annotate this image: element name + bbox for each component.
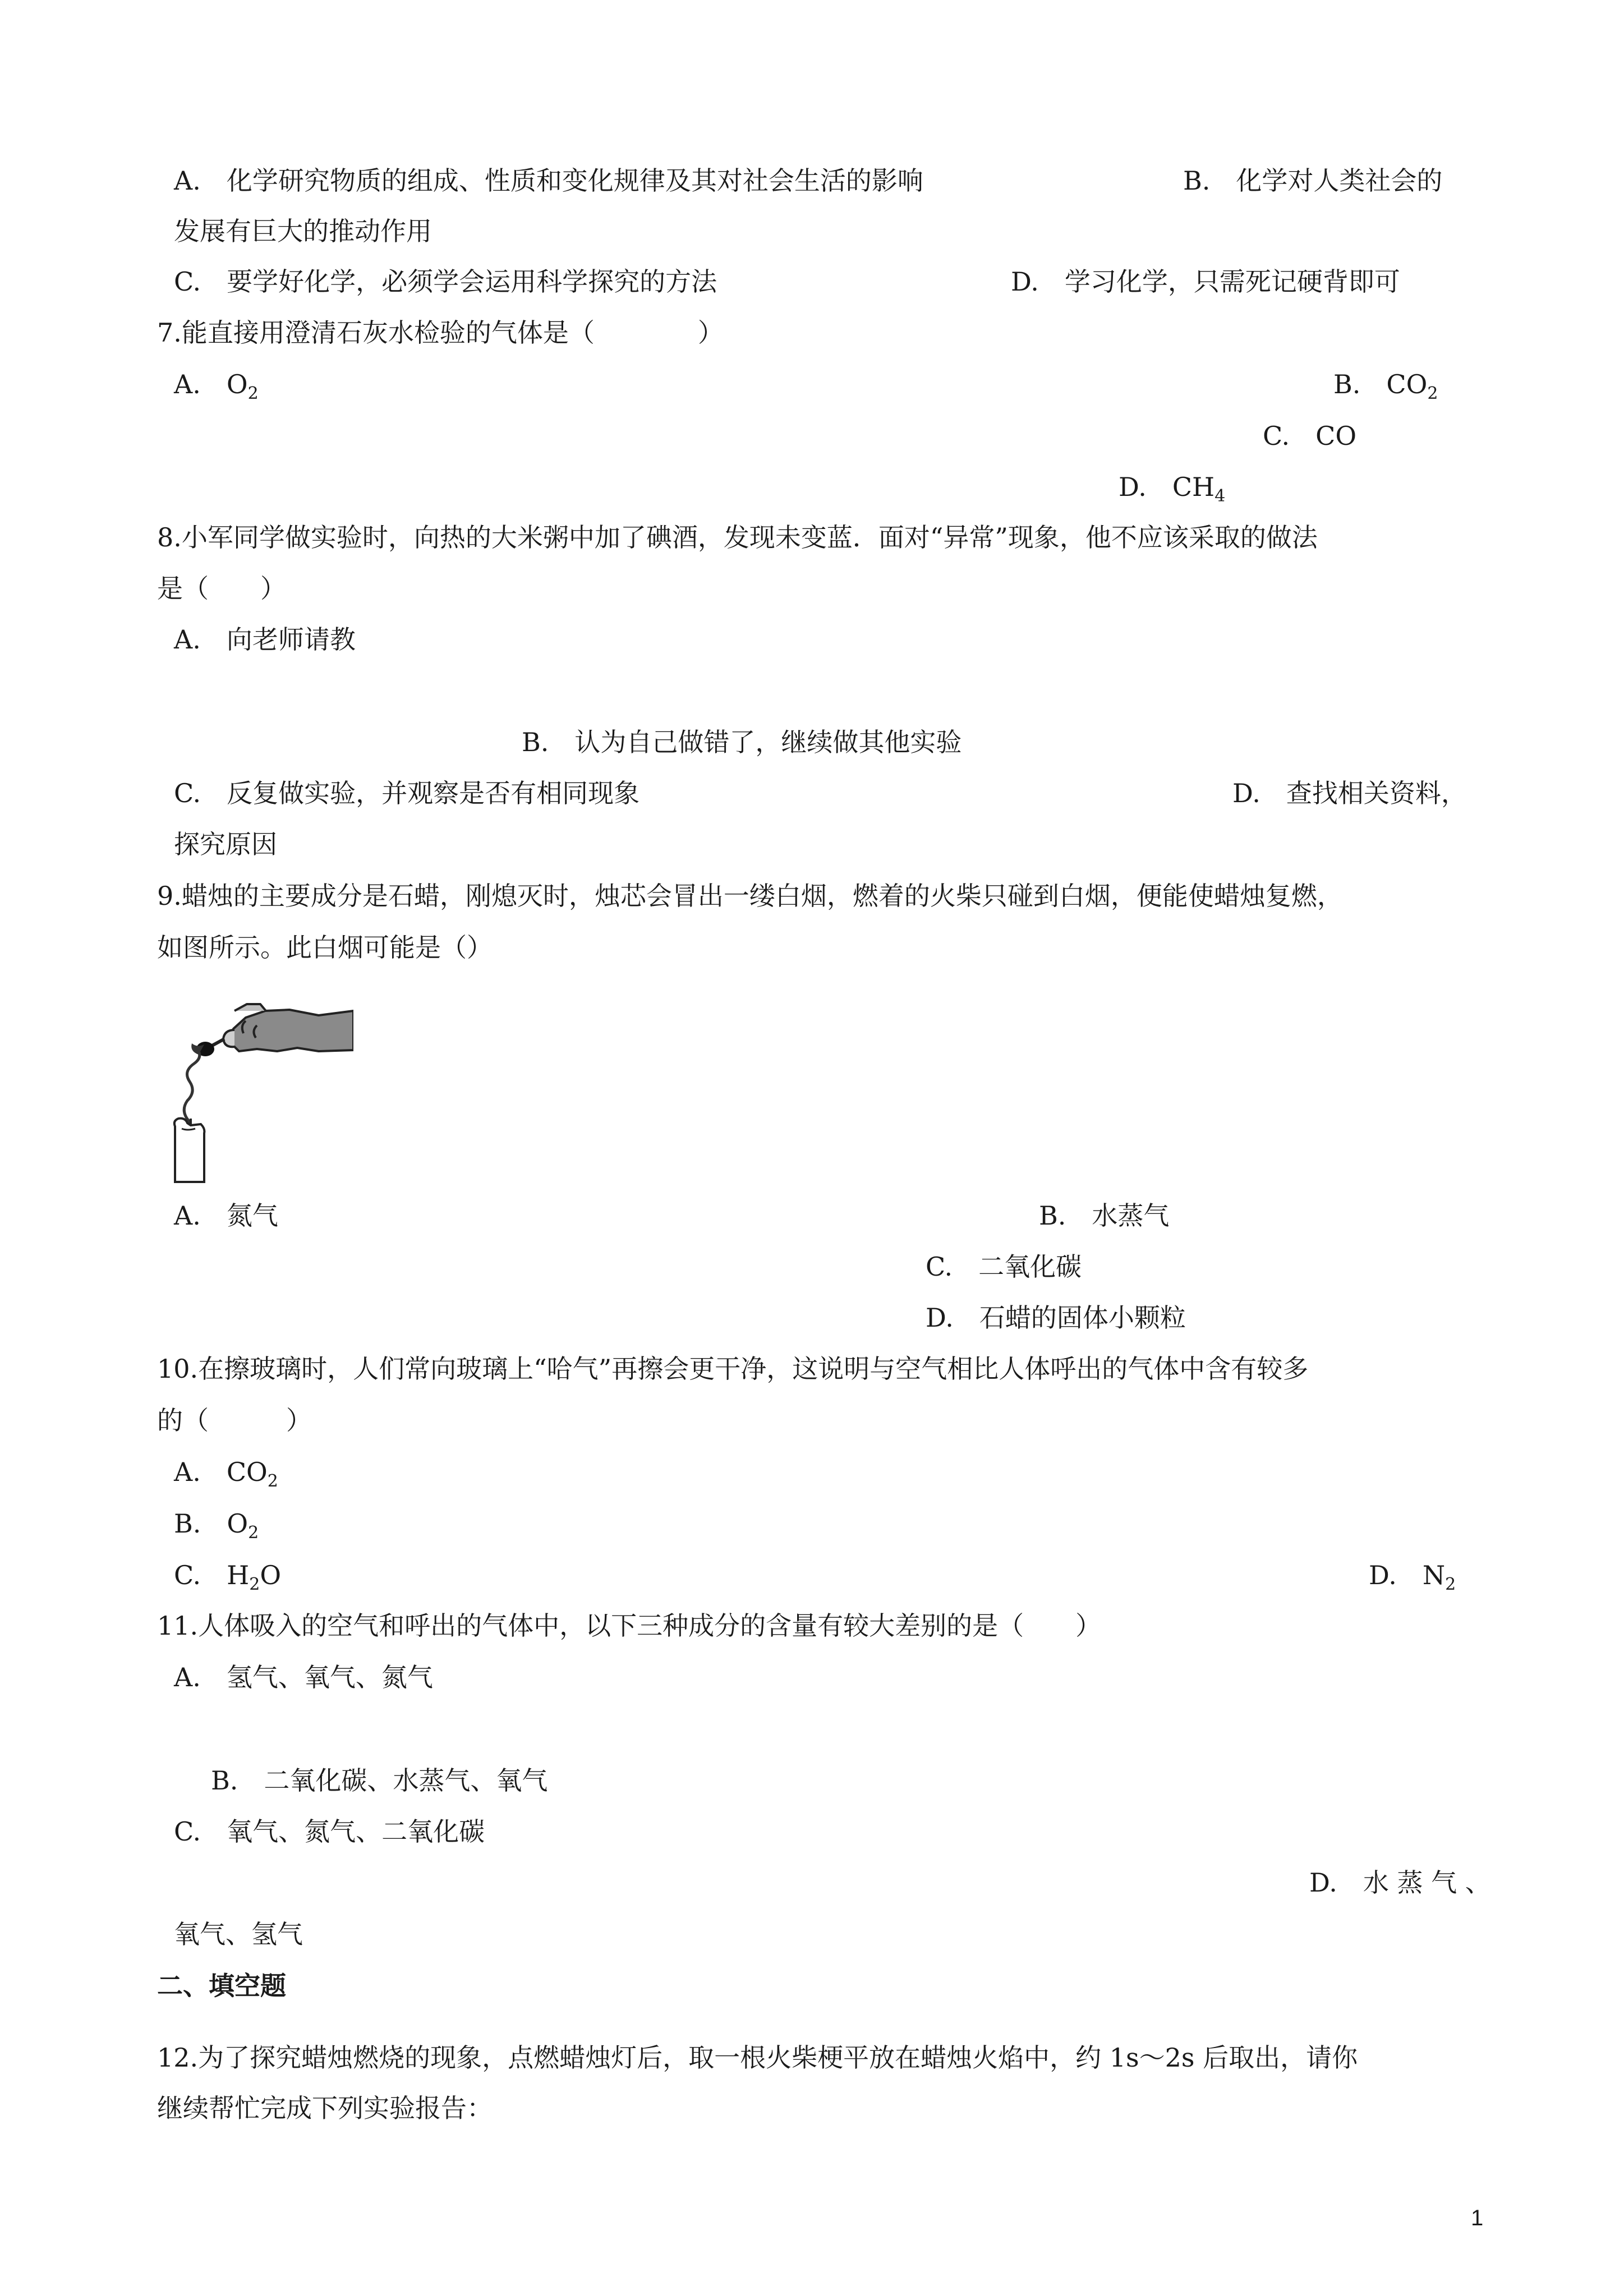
q8-option-d-continued: 探究原因: [174, 829, 277, 859]
q8-option-a: A. 向老师请教: [174, 624, 356, 655]
q9-stem-continued: 如图所示。此白烟可能是（）: [157, 932, 493, 963]
q6-option-c: C. 要学好化学，必须学会运用科学探究的方法: [174, 266, 717, 297]
q6-option-b-continued: 发展有巨大的推动作用: [174, 216, 432, 246]
q9-option-b: B. 水蒸气: [1039, 1200, 1170, 1231]
q9-option-d: D. 石蜡的固体小颗粒: [926, 1303, 1186, 1333]
q10-option-a: A. $CO_2$: [174, 1457, 278, 1491]
q8-option-c: C. 反复做实验，并观察是否有相同现象: [174, 778, 640, 808]
q9-option-c: C. 二氧化碳: [926, 1251, 1082, 1282]
q7-stem: 7.能直接用澄清石灰水检验的气体是（ ）: [157, 318, 724, 348]
candle-relight-figure: [150, 988, 353, 1185]
match-icon: [191, 1039, 224, 1056]
q8-stem-continued: 是（ ）: [157, 573, 286, 604]
q11-option-d-continued: 氧气、氢气: [174, 1919, 303, 1949]
q8-option-d: D. 查找相关资料，: [1232, 778, 1467, 808]
q6-option-a: A. 化学研究物质的组成、性质和变化规律及其对社会生活的影响: [174, 165, 923, 196]
q10-stem: 10.在擦玻璃时，人们常向玻璃上“哈气”再擦会更干净，这说明与空气相比人体呼出的气体中含有较多: [157, 1354, 1309, 1384]
q10-option-c: C. $H_2O$: [174, 1560, 282, 1594]
q7-option-a: A. $O_2$: [174, 369, 259, 403]
q11-option-a: A. 氢气、氧气、氮气: [174, 1662, 433, 1692]
q8-option-b: B. 认为自己做错了，继续做其他实验: [522, 727, 962, 757]
q11-option-c: C. 氧气、氮气、二氧化碳: [174, 1816, 485, 1847]
q10-option-d: D. $N_2$: [1369, 1560, 1456, 1594]
page-number: 1: [1471, 2206, 1484, 2230]
q10-stem-continued: 的（ ）: [157, 1405, 312, 1435]
q9-stem: 9.蜡烛的主要成分是石蜡，刚熄灭时，烛芯会冒出一缕白烟，燃着的火柴只碰到白烟，便能使蜡烛复燃，: [157, 881, 1343, 911]
q8-stem: 8.小军同学做实验时，向热的大米粥中加了碘酒，发现未变蓝．面对“异常”现象，他不应该采取的做法: [157, 522, 1318, 553]
q6-option-b: B. 化学对人类社会的: [1183, 165, 1443, 196]
q12-stem-continued: 继续帮忙完成下列实验报告：: [157, 2093, 493, 2123]
q7-option-c: C. CO: [1263, 421, 1357, 451]
hand-holding-match-icon: [223, 1004, 353, 1051]
q12-stem: 12.为了探究蜡烛燃烧的现象，点燃蜡烛灯后，取一根火柴梗平放在蜡烛火焰中，约 1s～2s 后取出，请你: [157, 2042, 1358, 2073]
section-title: 二、填空题: [157, 1971, 286, 2001]
candle-icon: [174, 1119, 205, 1182]
q9-option-a: A. 氮气: [174, 1200, 278, 1231]
q11-stem: 11.人体吸入的空气和呼出的气体中，以下三种成分的含量有较大差别的是（ ）: [157, 1611, 1102, 1641]
q11-option-b: B. 二氧化碳、水蒸气、氧气: [211, 1765, 548, 1796]
q10-option-b: B. $O_2$: [174, 1508, 259, 1543]
white-smoke-icon: [184, 1051, 200, 1123]
q11-option-d: D. 水 蒸 气 、: [1309, 1867, 1491, 1898]
q7-option-b: B. $CO_2$: [1333, 369, 1438, 403]
q6-option-d: D. 学习化学，只需死记硬背即可: [1011, 266, 1400, 297]
q7-option-d: D. $CH_4$: [1119, 472, 1226, 506]
